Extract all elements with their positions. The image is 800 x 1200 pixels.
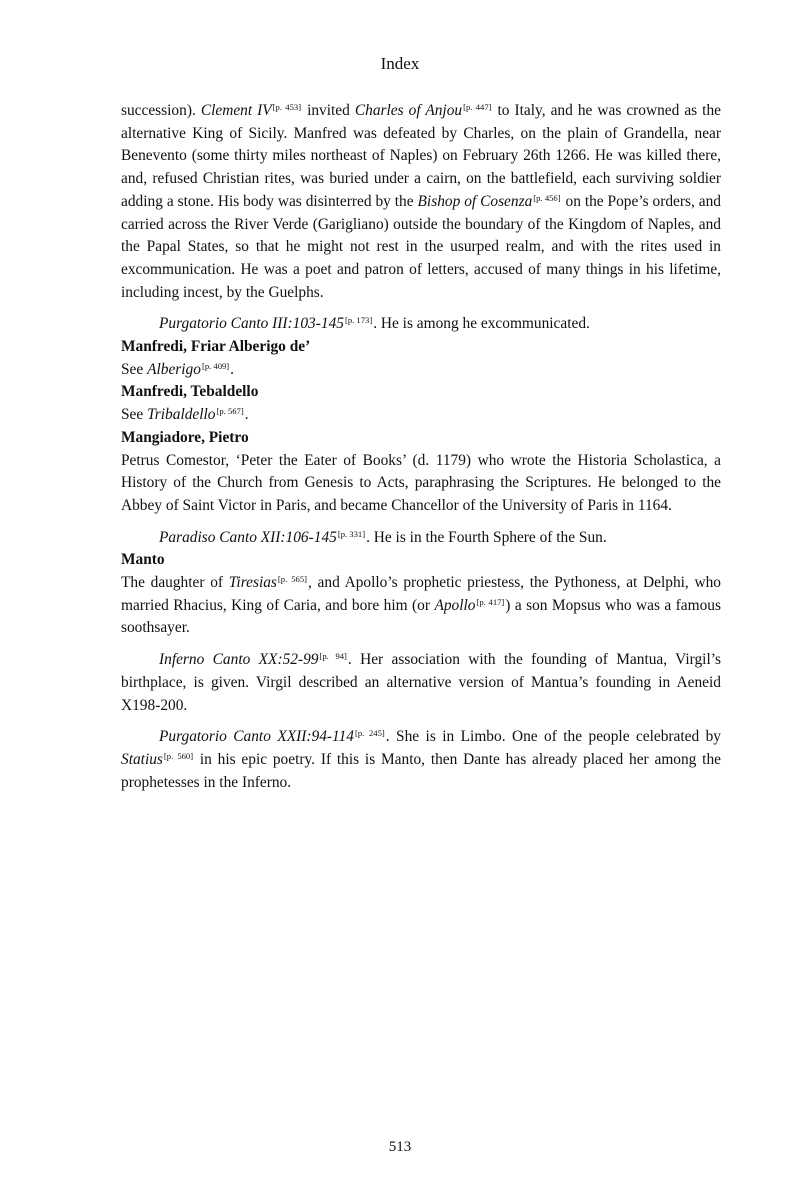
link-purgatorio-xxii[interactable]: Purgatorio Canto XXII:94-114: [159, 728, 354, 746]
link-statius[interactable]: Statius: [121, 750, 163, 768]
page-ref[interactable]: [p. 409]: [201, 360, 230, 371]
page-ref[interactable]: [p. 245]: [354, 728, 385, 739]
text-run: on the Pope’s orders, and carried across the River Verde (Garigliano) outside the boundary of the Kingdom of Naples, and the Papal States, so that he might not rest in the usurped realm, and with the rites used in excommunication. He was a poet and patron of letters, accused of many things in his lifetime, including incest, by the Guelphs.: [121, 192, 721, 301]
text-run: The daughter of: [121, 574, 229, 592]
manfred-continuation: [121, 100, 721, 304]
entry-heading-alberigo: Manfredi, Friar Alberigo de’: [121, 338, 311, 356]
text-run: See: [121, 360, 148, 378]
manto-body: [121, 572, 721, 640]
running-head: Index: [380, 54, 420, 73]
page-ref[interactable]: [p. 417]: [476, 596, 505, 607]
link-purgatorio-iii[interactable]: Purgatorio Canto III:103-145: [159, 315, 344, 333]
manfred-citation: [121, 313, 721, 336]
mangiadore-body: Petrus Comestor, ‘Peter the Eater of Books’ (d. 1179) who wrote the Historia Scholastica, a History of the Church from Genesis to Acts, paraphrasing the Scriptures. He belonged to the Abbey of Saint Victor in Paris, and became Chancellor of the University of Paris in 1164.: [121, 451, 721, 514]
page-number: 513: [388, 1139, 412, 1155]
page-ref[interactable]: [p. 453]: [272, 102, 302, 112]
text-run: , and Apollo’s prophetic priestess, the Pythoness, at Delphi, who married Rhacius, King of Caria, and bore him (or: [121, 574, 721, 614]
text-run: .: [244, 406, 249, 424]
entry-heading-tebaldello: Manfredi, Tebaldello: [121, 383, 259, 401]
entry-heading-manto: Manto: [121, 551, 165, 569]
manto-citation-purgatorio: [121, 726, 721, 794]
entry-heading-mangiadore: Mangiadore, Pietro: [121, 428, 249, 446]
index-content: [121, 100, 721, 794]
text-run: . He is among he excommunicated.: [373, 315, 590, 333]
page-ref[interactable]: [p. 560]: [163, 750, 194, 761]
page-ref[interactable]: [p. 173]: [344, 315, 373, 326]
link-inferno-xx[interactable]: Inferno Canto XX:52-99: [159, 651, 319, 669]
link-tiresias[interactable]: Tiresias: [228, 574, 277, 592]
mangiadore-citation: [121, 527, 721, 550]
text-run: . Her association with the founding of Mantua, Virgil’s birthplace, is given. Virgil described an alternative version of Mantua’s founding in Aeneid X198-200.: [121, 651, 721, 714]
text-run: invited: [302, 102, 355, 119]
link-apollo[interactable]: Apollo: [434, 596, 476, 614]
text-run: .: [230, 360, 235, 378]
link-charles-of-anjou[interactable]: Charles of Anjou: [354, 102, 463, 119]
link-clement-iv[interactable]: Clement IV: [200, 102, 272, 119]
link-alberigo[interactable]: Alberigo: [147, 360, 201, 378]
text-run: in his epic poetry. If this is Manto, then Dante has already placed her among the prophetesses in the Inferno.: [121, 750, 721, 791]
text-run: . He is in the Fourth Sphere of the Sun.: [366, 528, 607, 546]
page-ref[interactable]: [p. 94]: [319, 651, 347, 662]
link-bishop-of-cosenza[interactable]: Bishop of Cosenza: [417, 192, 533, 210]
alberigo-see: [121, 359, 721, 382]
text-run: succession).: [121, 102, 201, 119]
page-ref[interactable]: [p. 567]: [216, 406, 244, 417]
page-ref[interactable]: [p. 331]: [337, 528, 366, 539]
page-ref[interactable]: [p. 447]: [463, 102, 492, 112]
text-run: to Italy, and he was crowned as the alternative King of Sicily. Manfred was defeated by Charles, on the plain of Grandella, near Benevento (some thirty miles northeast of Naples) on February 26th 1266. He was killed there, and, refused Christian rites, was buried under a cairn, on the battlefield, each surviving soldier adding a stone. His body was disinterred by the: [121, 102, 721, 210]
page-ref[interactable]: [p. 456]: [533, 192, 561, 203]
link-paradiso-xii[interactable]: Paradiso Canto XII:106-145: [159, 528, 337, 546]
manto-citation-inferno: [121, 649, 721, 717]
link-tribaldello[interactable]: Tribaldello: [147, 406, 216, 424]
tebaldello-see: [121, 404, 721, 427]
page-ref[interactable]: [p. 565]: [277, 574, 307, 585]
text-run: ) a son Mopsus who was a famous soothsayer.: [121, 596, 721, 637]
text-run: See: [121, 406, 148, 424]
text-run: . She is in Limbo. One of the people celebrated by: [385, 728, 722, 746]
